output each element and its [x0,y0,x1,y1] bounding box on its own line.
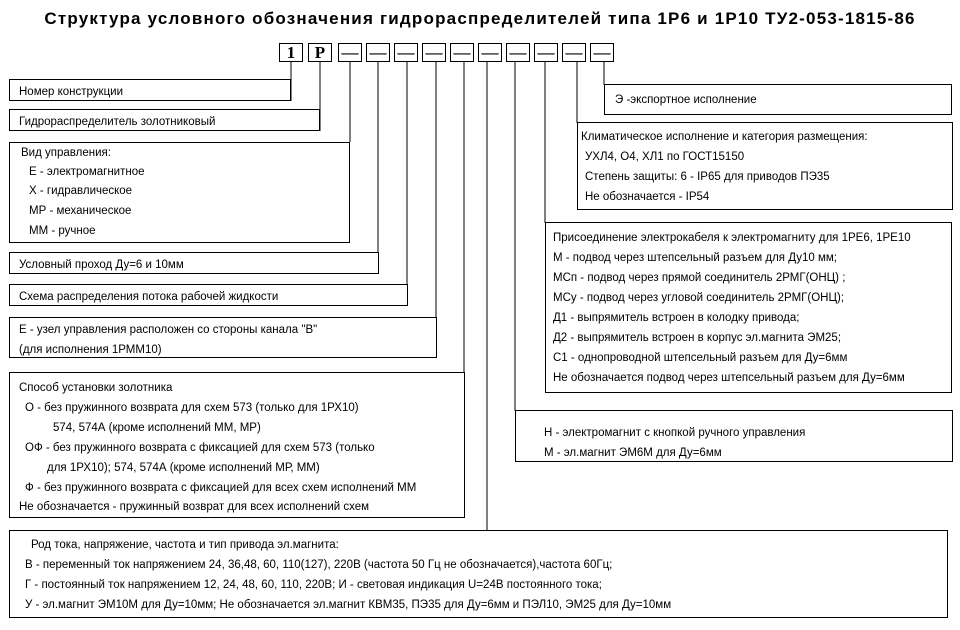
climate-line: Степень защиты: 6 - IP65 для приводов ПЭ35 [585,171,830,183]
manual-button-line: Н - электромагнит с кнопкой ручного управления [544,427,806,439]
cable-line: М - подвод через штепсельный разъем для Ду10 мм; [553,252,837,264]
cable-line: Д2 - выпрямитель встроен в корпус эл.магнита ЭМ25; [553,332,842,344]
current-type-line: У - эл.магнит ЭМ10М для Ду=10мм; Не обозначается эл.магнит КВМ35, ПЭ35 для Ду=6мм и ПЭЛ10, ЭМ25 для Ду=10мм [25,599,672,611]
export-label: Э -экспортное исполнение [615,94,757,106]
spool-mounting-line: для 1РХ10); 574, 574А (кроме исполнений МР, ММ) [47,462,320,474]
control-unit-box [9,317,437,358]
code-cell-8: — [478,43,502,62]
code-cell-6: — [422,43,446,62]
current-type-heading: Род тока, напряжение, частота и тип привода эл.магнита: [31,539,339,551]
code-cell-5: — [394,43,418,62]
spool-valve-box [9,109,320,131]
spool-mounting-line: Ф - без пружинного возврата с фиксацией для всех схем исполнений ММ [25,482,417,494]
control-unit-line: (для исполнения 1РММ10) [19,344,162,356]
control-type-item: ММ - ручное [29,225,96,237]
construction-number-label: Номер конструкции [19,86,123,98]
control-type-box [9,142,350,243]
cable-line: С1 - однопроводной штепсельный разъем для Ду=6мм [553,352,848,364]
cable-heading: Присоединение электрокабеля к электромагниту для 1РЕ6, 1РЕ10 [553,232,911,244]
code-cell-2: Р [308,43,332,62]
control-type-heading: Вид управления: [21,147,111,159]
climate-line: Не обозначается - IP54 [585,191,710,203]
current-type-box [9,530,948,618]
code-cell-1: 1 [279,43,303,62]
cable-line: Д1 - выпрямитель встроен в колодку привода; [553,312,800,324]
cable-box [545,222,952,393]
nominal-bore-label: Условный проход Ду=6 и 10мм [19,259,184,271]
nominal-bore-box [9,252,379,274]
climate-box [577,122,953,210]
flow-scheme-box [9,284,408,306]
control-type-item: Е - электромагнитное [29,166,145,178]
code-cell-11: — [562,43,586,62]
code-cell-12: — [590,43,614,62]
cable-line: Не обозначается подвод через штепсельный разъем для Ду=6мм [553,372,905,384]
spool-mounting-line: О - без пружинного возврата для схем 573 (только для 1РХ10) [25,402,359,414]
spool-mounting-line: Не обозначается - пружинный возврат для всех исполнений схем [19,501,370,513]
spool-mounting-box [9,372,465,518]
spool-mounting-heading: Способ установки золотника [19,382,173,394]
manual-button-line: М - эл.магнит ЭМ6М для Ду=6мм [544,447,722,459]
code-cell-10: — [534,43,558,62]
manual-button-box [515,410,953,462]
flow-scheme-label: Схема распределения потока рабочей жидкости [19,291,279,303]
export-box [604,84,952,115]
code-cell-3: — [338,43,362,62]
control-unit-line: Е - узел управления расположен со стороны канала "В" [19,324,318,336]
code-cell-4: — [366,43,390,62]
cable-line: МСп - подвод через прямой соединитель 2РМГ(ОНЦ) ; [553,272,846,284]
control-type-item: МР - механическое [29,205,132,217]
spool-mounting-line: 574, 574А (кроме исполнений ММ, МР) [53,422,261,434]
construction-number-box [9,79,291,101]
current-type-line: В - переменный ток напряжением 24, 36,48, 60, 110(127), 220В (частота 50 Гц не обозначается),частота 60Гц; [25,559,613,571]
spool-valve-label: Гидрораспределитель золотниковый [19,116,216,128]
code-cell-7: — [450,43,474,62]
spool-mounting-line: ОФ - без пружинного возврата с фиксацией для схем 573 (только [25,442,375,454]
code-cell-9: — [506,43,530,62]
control-type-item: Х - гидравлическое [29,185,133,197]
cable-line: МСу - подвод через угловой соединитель 2РМГ(ОНЦ); [553,292,845,304]
climate-line: УХЛ4, О4, ХЛ1 по ГОСТ15150 [585,151,745,163]
climate-heading: Климатическое исполнение и категория размещения: [581,131,868,143]
current-type-line: Г - постоянный ток напряжением 12, 24, 48, 60, 110, 220В; И - световая индикация U=24В постоянного тока; [25,579,602,591]
page-title: Структура условного обозначения гидрораспределителей типа 1Р6 и 1Р10 ТУ2-053-1815-86 [44,9,916,28]
